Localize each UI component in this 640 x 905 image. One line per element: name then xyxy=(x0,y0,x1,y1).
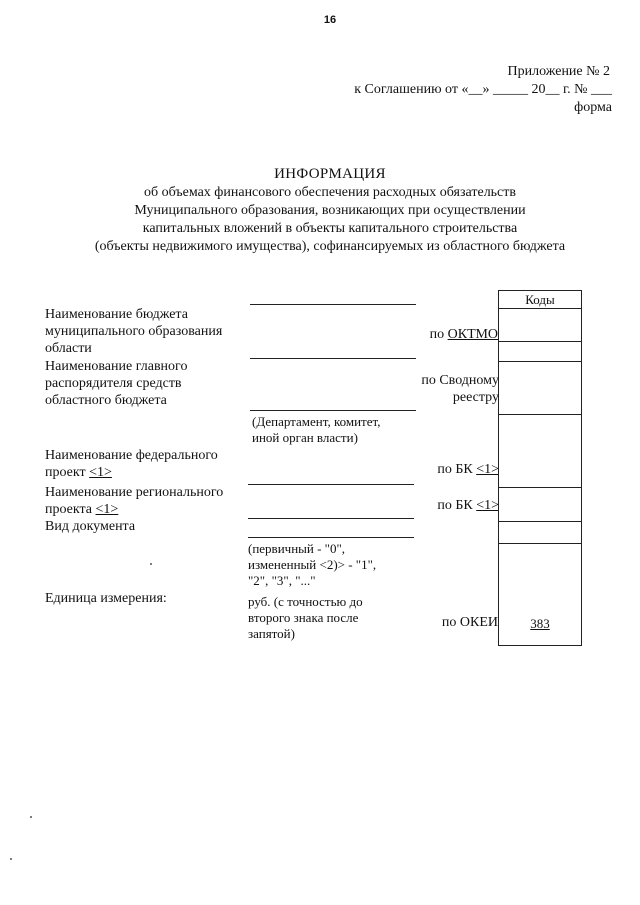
unit-note-2: второго знака после xyxy=(248,610,359,625)
budget-name-line xyxy=(250,304,416,305)
scan-speck xyxy=(30,816,32,818)
doc-type-label: Вид документа xyxy=(45,519,136,534)
unit-note-3: запятой) xyxy=(248,626,295,641)
manager-label-2: распорядителя средств xyxy=(45,376,182,391)
svod-label-2: реестру xyxy=(452,390,499,405)
doc-type-line xyxy=(248,537,414,538)
okei-code-value: 383 xyxy=(530,616,550,631)
oktmo-label: по ОКТМО xyxy=(429,327,498,342)
subtitle-line-3: капитальных вложений в объекты капитального строительства xyxy=(142,221,518,236)
codes-row-doctype xyxy=(499,543,581,544)
regional-project-label-2: проекта <1> xyxy=(45,502,119,517)
scan-speck xyxy=(150,563,152,565)
budget-name-label-1: Наименование бюджета xyxy=(45,307,188,322)
manager-label-3: областного бюджета xyxy=(45,393,167,408)
unit-note-1: руб. (с точностью до xyxy=(248,594,363,609)
scan-speck xyxy=(10,858,12,860)
manager-line-1 xyxy=(250,358,416,359)
form-label: форма xyxy=(574,100,612,115)
budget-name-label-2: муниципального образования xyxy=(45,324,223,339)
page-number: 16 xyxy=(323,14,337,26)
unit-label: Единица измерения: xyxy=(45,591,167,606)
subtitle-line-1: об объемах финансового обеспечения расходных обязательств xyxy=(143,185,517,200)
subtitle-line-4: (объекты недвижимого имущества), софинансируемых из областного бюджета xyxy=(94,239,566,254)
federal-project-line xyxy=(248,484,414,485)
federal-project-label-1: Наименование федерального xyxy=(45,448,218,463)
codes-row-oktmo xyxy=(499,341,581,342)
document-title: ИНФОРМАЦИЯ xyxy=(274,166,386,182)
regional-project-label-1: Наименование регионального xyxy=(45,485,224,500)
manager-note-2: иной орган власти) xyxy=(252,430,358,445)
okei-label: по ОКЕИ xyxy=(441,615,498,630)
federal-project-label-2: проект <1> xyxy=(45,465,112,480)
regional-project-line xyxy=(248,518,414,519)
manager-note-1: (Департамент, комитет, xyxy=(252,414,381,429)
subtitle-line-2: Муниципального образования, возникающих при осуществлении xyxy=(134,203,526,218)
doc-type-note-3: "2", "3", "..." xyxy=(248,573,316,588)
bk-label-2: по БК <1> xyxy=(437,498,499,513)
svod-label-1: по Сводному xyxy=(421,373,499,388)
codes-row-manager xyxy=(499,414,581,415)
appendix-label: Приложение № 2 xyxy=(507,64,610,79)
codes-row-svod xyxy=(499,361,581,362)
manager-line-2 xyxy=(250,410,416,411)
bk-label-1: по БК <1> xyxy=(437,462,499,477)
codes-row-bk2 xyxy=(499,521,581,522)
agreement-line: к Соглашению от «__» _____ 20__ г. № ___ xyxy=(354,82,612,97)
doc-type-note-1: (первичный - "0", xyxy=(248,541,346,556)
codes-table xyxy=(498,290,582,646)
codes-header: Коды xyxy=(499,291,581,309)
doc-type-note-2: измененный <2)> - "1", xyxy=(248,557,377,572)
codes-row-bk1 xyxy=(499,487,581,488)
manager-label-1: Наименование главного xyxy=(45,359,188,374)
budget-name-label-3: области xyxy=(45,341,92,356)
